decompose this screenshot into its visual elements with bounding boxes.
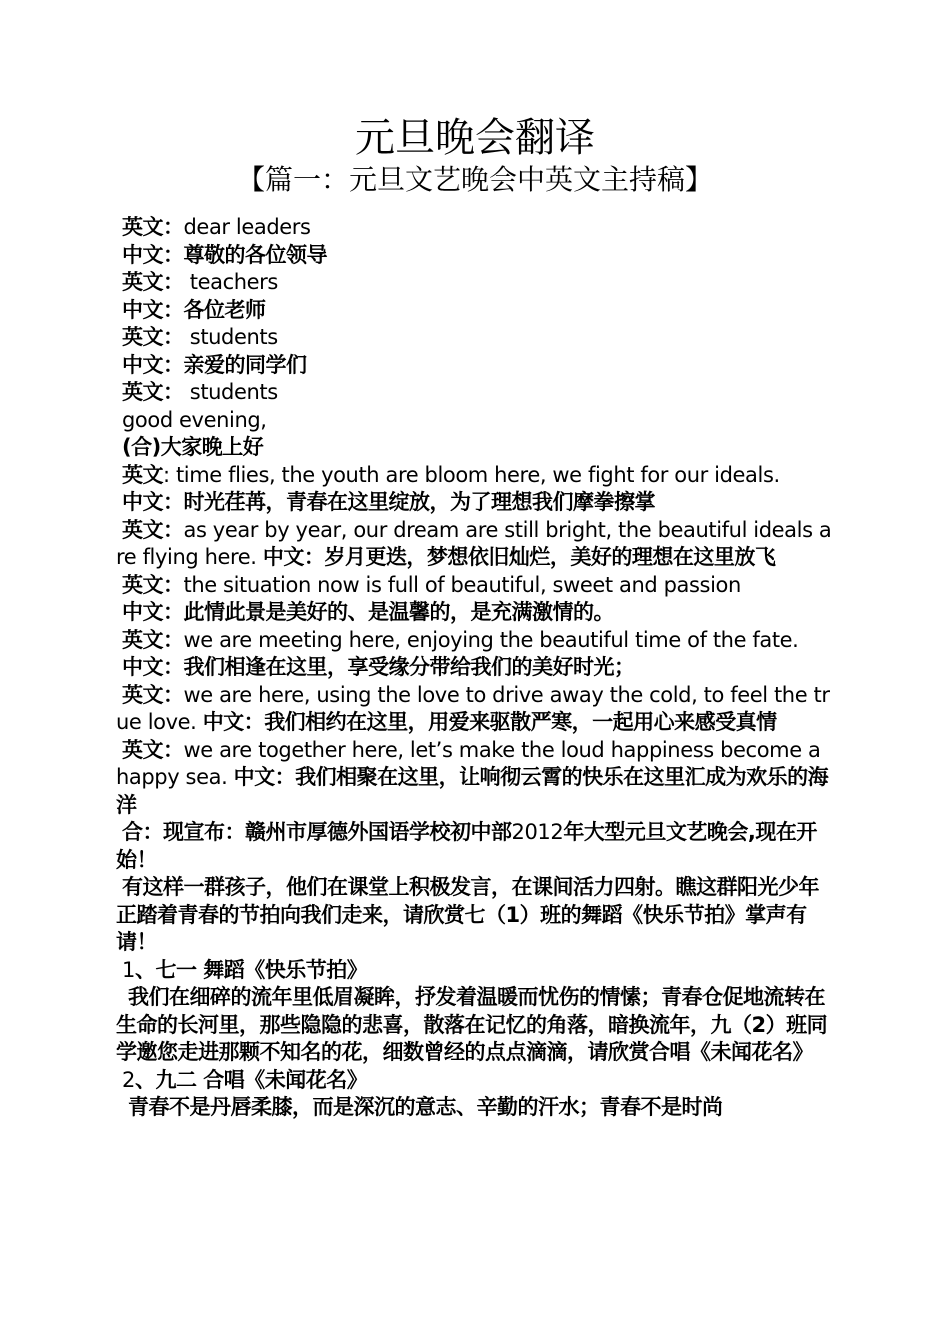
line-label: 中文：	[233, 765, 296, 789]
paragraph	[116, 242, 838, 270]
line-label: 中文：	[122, 352, 184, 377]
line-text: 亲爱的同学们	[183, 352, 307, 377]
line-text: : time flies, the youth are bloom here, we fight for our ideals.	[163, 462, 780, 487]
line-label: 中文：	[122, 297, 184, 322]
line-label: 英文：	[122, 572, 184, 597]
line-text: 2012	[511, 820, 564, 844]
line-label: 英文：	[122, 737, 184, 762]
paragraph	[116, 214, 838, 242]
line-label: 英文：	[122, 325, 184, 349]
line-label: 英文：	[122, 682, 184, 707]
line-label: 中文：	[122, 490, 184, 514]
document-title: 元旦晚会翻译	[355, 115, 595, 161]
line-text: 此情此景是美好的、是温馨的，是充满激情的。	[183, 600, 614, 624]
line-text: we are together here, let’s make the loud happiness become a happy sea.	[116, 737, 821, 789]
line-text: 我们相聚在这里，让响彻云霄的快乐在这里汇成为欢乐的海洋	[116, 765, 829, 817]
paragraph	[116, 984, 838, 1067]
line-label: 英文：	[122, 517, 184, 542]
paragraph	[116, 874, 838, 957]
line-text: 尊敬的各位领导	[183, 242, 327, 267]
line-label: 英文	[122, 462, 163, 487]
line-text: 各位老师	[183, 297, 266, 322]
paragraph	[116, 1067, 838, 1095]
paragraph	[116, 269, 838, 297]
paragraph	[116, 517, 838, 572]
line-label: 英文：	[122, 215, 184, 239]
line-label: 英文：	[122, 380, 184, 404]
paragraph	[116, 682, 838, 737]
line-label: (合)大家晚上好	[122, 435, 264, 459]
paragraph	[116, 352, 838, 380]
line-text: students	[183, 380, 278, 404]
line-label: 、七一 舞蹈《快乐节拍》	[134, 957, 368, 982]
line-text: 1	[122, 957, 135, 982]
line-text: teachers	[183, 270, 278, 294]
line-label: 英文：	[122, 270, 184, 294]
paragraph	[116, 1094, 838, 1122]
line-text: 岁月更迭，梦想依旧灿烂，美好的理想在这里放飞	[324, 545, 776, 569]
paragraph	[116, 379, 838, 407]
line-text: 2	[122, 1067, 135, 1092]
paragraph	[116, 434, 838, 462]
document-subtitle: 【篇一：元旦文艺晚会中英文主持稿】	[236, 163, 713, 196]
line-label: 中文：	[202, 710, 265, 734]
document-body	[116, 214, 838, 1122]
line-label: 年大型元旦文艺晚会,现在开始！	[116, 820, 817, 872]
line-label: 中文：	[262, 545, 325, 569]
paragraph	[116, 297, 838, 325]
paragraph	[116, 489, 838, 517]
line-label: 中文：	[122, 242, 184, 267]
line-text: 时光荏苒，青春在这里绽放，为了理想我们摩拳擦掌	[183, 490, 655, 514]
paragraph	[116, 407, 838, 435]
line-text: as year by year, our dream are still bright, the beautiful ideals are flying here.	[116, 517, 832, 569]
paragraph	[116, 599, 838, 627]
paragraph	[116, 654, 838, 682]
line-label: 英文：	[122, 627, 184, 652]
paragraph	[116, 957, 838, 985]
line-label: 中文：	[122, 600, 184, 624]
line-text: 我们相逢在这里，享受缘分带给我们的美好时光；	[183, 655, 635, 679]
line-text: 我们相约在这里，用爱来驱散严寒，一起用心来感受真情	[264, 710, 777, 734]
line-text: we are here, using the love to drive away the cold, to feel the true love.	[116, 682, 830, 734]
line-text: we are meeting here, enjoying the beautiful time of the fate.	[183, 627, 799, 652]
paragraph	[116, 324, 838, 352]
line-label: 、九二 合唱《未闻花名》	[134, 1067, 368, 1092]
paragraph	[116, 819, 838, 874]
line-label: 我们在细碎的流年里低眉凝眸，抒发着温暖而忧伤的情愫；青春仓促地流转在生命的长河里，那些隐隐的悲喜，散落在记忆的角落，暗换流年，九（2）班同学邀您走进那颗不知名的花，细数曾经的点点滴滴，请欣赏合唱《未闻花名》	[116, 985, 828, 1064]
line-text: the situation now is full of beautiful, sweet and passion	[183, 572, 741, 597]
line-label: 中文：	[122, 655, 184, 679]
paragraph	[116, 572, 838, 600]
paragraph	[116, 627, 838, 655]
line-text: students	[183, 325, 278, 349]
line-label: 合：现宣布：赣州市厚德外国语学校初中部	[122, 820, 512, 844]
line-label: 青春不是丹唇柔膝，而是深沉的意志、辛勤的汗水；青春不是时尚	[128, 1095, 723, 1119]
line-text: dear leaders	[183, 215, 311, 239]
paragraph	[116, 737, 838, 820]
line-label: 有这样一群孩子，他们在课堂上积极发言，在课间活力四射。瞧这群阳光少年正踏着青春的节拍向我们走来，请欣赏七（1）班的舞蹈《快乐节拍》掌声有请！	[116, 875, 819, 954]
line-text: good evening,	[122, 407, 267, 432]
paragraph	[116, 462, 838, 490]
